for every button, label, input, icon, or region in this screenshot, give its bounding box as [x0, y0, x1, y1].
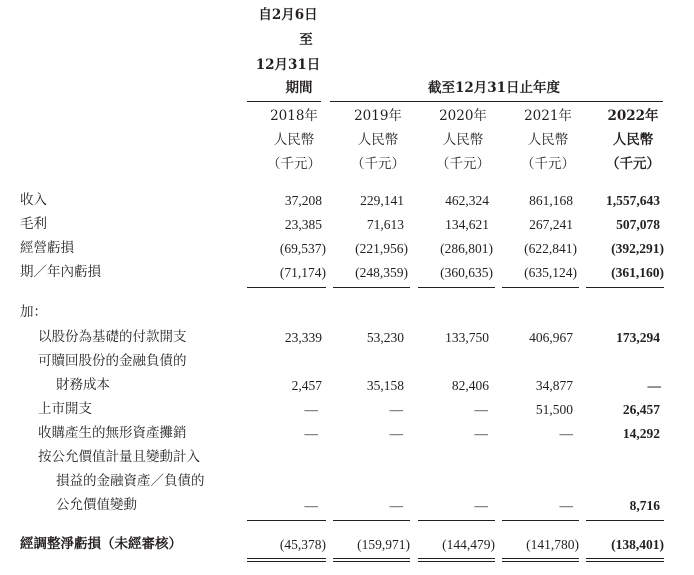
- operating-loss-2018: (69,537): [279, 241, 326, 256]
- finance-cost-2019: 35,158: [366, 378, 404, 393]
- year-group-title: 截至12月31日止年度: [427, 80, 561, 96]
- share-based-2018: 23,339: [284, 330, 322, 345]
- unit-2022: （千元）: [606, 156, 660, 172]
- year-2020: 2020年: [439, 108, 487, 124]
- row-label-loss-for-period: 期／年內虧損: [20, 264, 101, 280]
- subtotal-rule-2020: [418, 287, 495, 288]
- loss-for-period-2019: (248,359): [355, 265, 408, 280]
- period-header-line-4: 期間: [285, 80, 313, 96]
- subtotal-rule-2021: [502, 287, 579, 288]
- year-2018: 2018年: [270, 108, 318, 124]
- header-rule-period: [247, 101, 321, 102]
- year-2022: 2022年: [607, 108, 659, 124]
- adj-label-fair-value-2: 損益的金融資產／負債的: [56, 473, 205, 489]
- listing-2022: 26,457: [622, 402, 660, 417]
- gross-profit-2018: 23,385: [284, 217, 322, 232]
- adj-label-fair-value-1: 按公允價值計量且變動計入: [38, 449, 200, 465]
- finance-cost-2022: —: [647, 378, 661, 393]
- currency-2019: 人民幣: [357, 132, 399, 148]
- row-label-revenue: 收入: [20, 192, 47, 208]
- listing-2020: —: [474, 402, 488, 417]
- period-header-line-1: 自2月6日: [258, 7, 318, 23]
- adj-label-amortisation: 收購產生的無形資產攤銷: [38, 425, 187, 441]
- total-2021: (141,780): [526, 537, 579, 552]
- pretotal-rule-2019: [333, 520, 410, 521]
- loss-for-period-2018: (71,174): [279, 265, 326, 280]
- pretotal-rule-2022: [586, 520, 664, 521]
- subtotal-rule-2018: [247, 287, 326, 288]
- fair-value-2022: 8,716: [629, 498, 660, 513]
- unit-2018: （千元）: [267, 156, 321, 172]
- listing-2018: —: [304, 402, 318, 417]
- gross-profit-2021: 267,241: [529, 217, 573, 232]
- currency-2021: 人民幣: [527, 132, 569, 148]
- loss-for-period-2022: (361,160): [611, 265, 664, 280]
- currency-2020: 人民幣: [442, 132, 484, 148]
- total-2019: (159,971): [357, 537, 410, 552]
- total-double-rule-2018-a: [247, 558, 326, 559]
- total-double-rule-2022-a: [586, 558, 664, 559]
- amortisation-2022: 14,292: [622, 426, 660, 441]
- finance-cost-2021: 34,877: [535, 378, 573, 393]
- finance-cost-2018: 2,457: [291, 378, 322, 393]
- fair-value-2018: —: [304, 498, 318, 513]
- total-2018: (45,378): [279, 537, 326, 552]
- unit-2019: （千元）: [351, 156, 405, 172]
- listing-2019: —: [389, 402, 403, 417]
- share-based-2022: 173,294: [616, 330, 660, 345]
- header-rule-years: [330, 101, 663, 102]
- adj-label-redeemable-1: 可贖回股份的金融負債的: [38, 353, 187, 369]
- year-2021: 2021年: [524, 108, 572, 124]
- loss-for-period-2020: (360,635): [440, 265, 493, 280]
- row-label-operating-loss: 經營虧損: [20, 240, 74, 256]
- adj-label-fair-value-3: 公允價值變動: [56, 497, 137, 513]
- listing-2021: 51,500: [535, 402, 573, 417]
- fair-value-2021: —: [559, 498, 573, 513]
- currency-2022: 人民幣: [612, 132, 654, 148]
- total-double-rule-2021-a: [502, 558, 579, 559]
- total-double-rule-2021-b: [502, 561, 579, 562]
- currency-2018: 人民幣: [273, 132, 315, 148]
- fair-value-2019: —: [389, 498, 403, 513]
- adj-label-listing: 上市開支: [38, 401, 92, 417]
- year-2019: 2019年: [354, 108, 402, 124]
- revenue-2018: 37,208: [284, 193, 322, 208]
- amortisation-2019: —: [389, 426, 403, 441]
- period-header-line-2: 至: [299, 32, 313, 48]
- revenue-2019: 229,141: [360, 193, 404, 208]
- total-double-rule-2022-b: [586, 561, 664, 562]
- subtotal-rule-2019: [333, 287, 410, 288]
- total-double-rule-2018-b: [247, 561, 326, 562]
- total-2022: (138,401): [611, 537, 664, 552]
- total-double-rule-2019-a: [333, 558, 410, 559]
- subtotal-rule-2022: [586, 287, 664, 288]
- share-based-2020: 133,750: [445, 330, 489, 345]
- finance-cost-2020: 82,406: [451, 378, 489, 393]
- total-double-rule-2019-b: [333, 561, 410, 562]
- amortisation-2018: —: [304, 426, 318, 441]
- add-label: 加：: [20, 304, 47, 320]
- amortisation-2020: —: [474, 426, 488, 441]
- share-based-2021: 406,967: [529, 330, 573, 345]
- row-label-gross-profit: 毛利: [20, 216, 47, 232]
- revenue-2022: 1,557,643: [606, 193, 660, 208]
- total-double-rule-2020-a: [418, 558, 495, 559]
- adj-label-redeemable-2: 財務成本: [56, 377, 110, 393]
- gross-profit-2022: 507,078: [616, 217, 660, 232]
- operating-loss-2021: (622,841): [524, 241, 577, 256]
- share-based-2019: 53,230: [366, 330, 404, 345]
- operating-loss-2022: (392,291): [611, 241, 664, 256]
- period-header-line-3: 12月31日: [255, 57, 321, 73]
- unit-2020: （千元）: [436, 156, 490, 172]
- pretotal-rule-2020: [418, 520, 495, 521]
- pretotal-rule-2021: [502, 520, 579, 521]
- total-label: 經調整淨虧損（未經審核）: [20, 536, 182, 552]
- operating-loss-2019: (221,956): [355, 241, 408, 256]
- fair-value-2020: —: [474, 498, 488, 513]
- revenue-2021: 861,168: [529, 193, 573, 208]
- unit-2021: （千元）: [521, 156, 575, 172]
- total-double-rule-2020-b: [418, 561, 495, 562]
- amortisation-2021: —: [559, 426, 573, 441]
- gross-profit-2019: 71,613: [366, 217, 404, 232]
- total-2020: (144,479): [442, 537, 495, 552]
- adj-label-share-based: 以股份為基礎的付款開支: [38, 329, 187, 345]
- pretotal-rule-2018: [247, 520, 326, 521]
- operating-loss-2020: (286,801): [440, 241, 493, 256]
- loss-for-period-2021: (635,124): [524, 265, 577, 280]
- gross-profit-2020: 134,621: [445, 217, 489, 232]
- revenue-2020: 462,324: [445, 193, 489, 208]
